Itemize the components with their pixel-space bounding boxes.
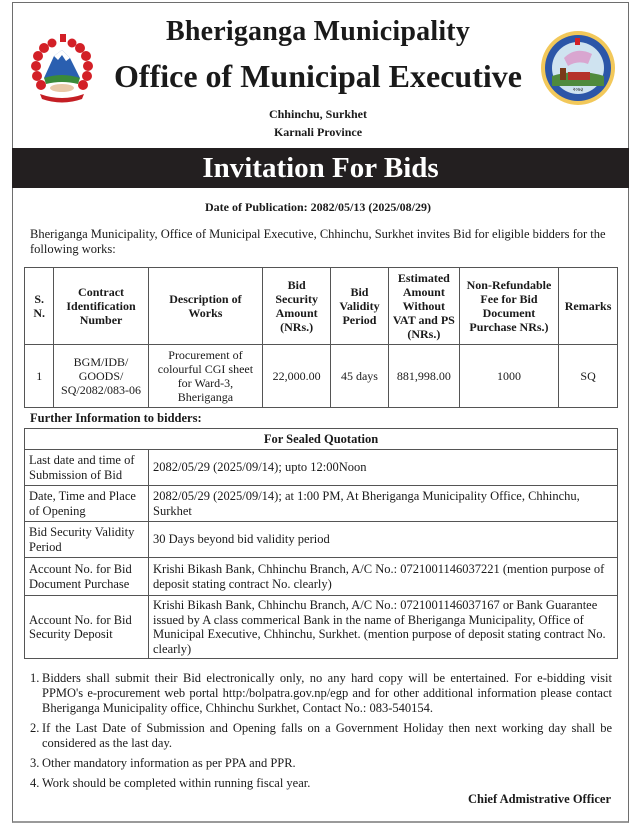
- office-name: Office of Municipal Executive: [114, 58, 522, 94]
- col-header-description: Description of Works: [148, 268, 263, 345]
- further-info-heading: Further Information to bidders:: [30, 411, 202, 425]
- cell-sn: 1: [25, 345, 54, 408]
- table-row: [25, 450, 618, 486]
- list-item: [30, 776, 612, 791]
- invitation-banner: Invitation For Bids: [12, 148, 629, 188]
- note-text: Bidders shall submit their Bid electronically only, no any hard copy will be entertained. For e-bidding visit PPMO's e-procurement web portal http:/bolpatra.gov.np/egp and for other additional information please contact Bheriganga Municipality office, Chhinchu Surkhet, Contact No.: 083-540154.: [42, 671, 612, 715]
- col-header-validity: Bid Validity Period: [331, 268, 389, 345]
- col-header-bid-security: Bid Security Amount (NRs.): [263, 268, 331, 345]
- intro-paragraph: Bheriganga Municipality, Office of Municipal Executive, Chhinchu, Surkhet invites Bid for eligible bidders for the following works:: [30, 227, 606, 256]
- address-line-1: Chhinchu, Surkhet: [268, 107, 368, 121]
- info-label: Date, Time and Place of Opening: [25, 486, 149, 522]
- bid-table-header-row: [25, 268, 618, 345]
- table-row: [25, 345, 618, 408]
- info-table-title-row: [25, 429, 618, 450]
- note-number: 3.: [30, 756, 40, 770]
- info-value: Krishi Bikash Bank, Chhinchu Branch, A/C No.: 0721001146037221 (mention purpose of deposit stating contract No. clearly): [149, 558, 618, 596]
- col-header-estimated-amount: Estimated Amount Without VAT and PS (NRs.): [388, 268, 459, 345]
- cell-fee: 1000: [459, 345, 558, 408]
- notes-list: [30, 671, 612, 796]
- cell-bid-security: 22,000.00: [263, 345, 331, 408]
- cell-description: Procurement of colourful CGI sheet for Ward-3, Bheriganga: [148, 345, 263, 408]
- list-item: [30, 756, 612, 771]
- cell-validity: 45 days: [331, 345, 389, 408]
- table-row: [25, 558, 618, 596]
- info-label: Account No. for Bid Document Purchase: [25, 558, 149, 596]
- bid-table: [24, 267, 618, 408]
- signatory-title: Chief Admistrative Officer: [467, 792, 611, 806]
- cell-remarks: SQ: [559, 345, 618, 408]
- note-text: Other mandatory information as per PPA and PPR.: [42, 756, 296, 770]
- municipality-name: Bheriganga Municipality: [165, 16, 471, 47]
- note-number: 4.: [30, 776, 40, 790]
- info-value: 30 Days beyond bid validity period: [149, 522, 618, 558]
- info-label: Bid Security Validity Period: [25, 522, 149, 558]
- cell-contract-id: BGM/IDB/ GOODS/ SQ/2082/083-06: [54, 345, 148, 408]
- sealed-quotation-title: For Sealed Quotation: [25, 429, 618, 450]
- cell-estimated-amount: 881,998.00: [388, 345, 459, 408]
- table-row: [25, 522, 618, 558]
- list-item: [30, 671, 612, 716]
- address-line-2: Karnali Province: [273, 125, 363, 139]
- col-header-sn: S. N.: [25, 268, 54, 345]
- publication-date: Date of Publication: 2082/05/13 (2025/08/29): [205, 200, 431, 214]
- info-value: Krishi Bikash Bank, Chhinchu Branch, A/C No.: 0721001146037167 or Bank Guarantee issued by A class commerical Bank in the name of Bheriganga Municipality, Office of Municipal Executive, Chhinchu, Surkhet. (mention purpose of deposit stating contract No. clearly): [149, 596, 618, 659]
- info-value: 2082/05/29 (2025/09/14); upto 12:00Noon: [149, 450, 618, 486]
- note-text: Work should be completed within running fiscal year.: [42, 776, 311, 790]
- note-number: 2.: [30, 721, 40, 735]
- table-row: [25, 486, 618, 522]
- info-value: 2082/05/29 (2025/09/14); at 1:00 PM, At Bheriganga Municipality Office, Chhinchu, Surkhet: [149, 486, 618, 522]
- table-row: [25, 596, 618, 659]
- further-info-table: [24, 428, 618, 659]
- list-item: [30, 721, 612, 751]
- col-header-remarks: Remarks: [559, 268, 618, 345]
- col-header-fee: Non-Refundable Fee for Bid Document Purchase NRs.): [459, 268, 558, 345]
- info-label: Last date and time of Submission of Bid: [25, 450, 149, 486]
- note-number: 1.: [30, 671, 40, 685]
- info-label: Account No. for Bid Security Deposit: [25, 596, 149, 659]
- svg-text:२०७३: २०७३: [572, 87, 584, 93]
- col-header-contract-id: Contract Identification Number: [54, 268, 148, 345]
- note-text: If the Last Date of Submission and Opening falls on a Government Holiday then next working day shall be considered as the last day.: [42, 721, 612, 750]
